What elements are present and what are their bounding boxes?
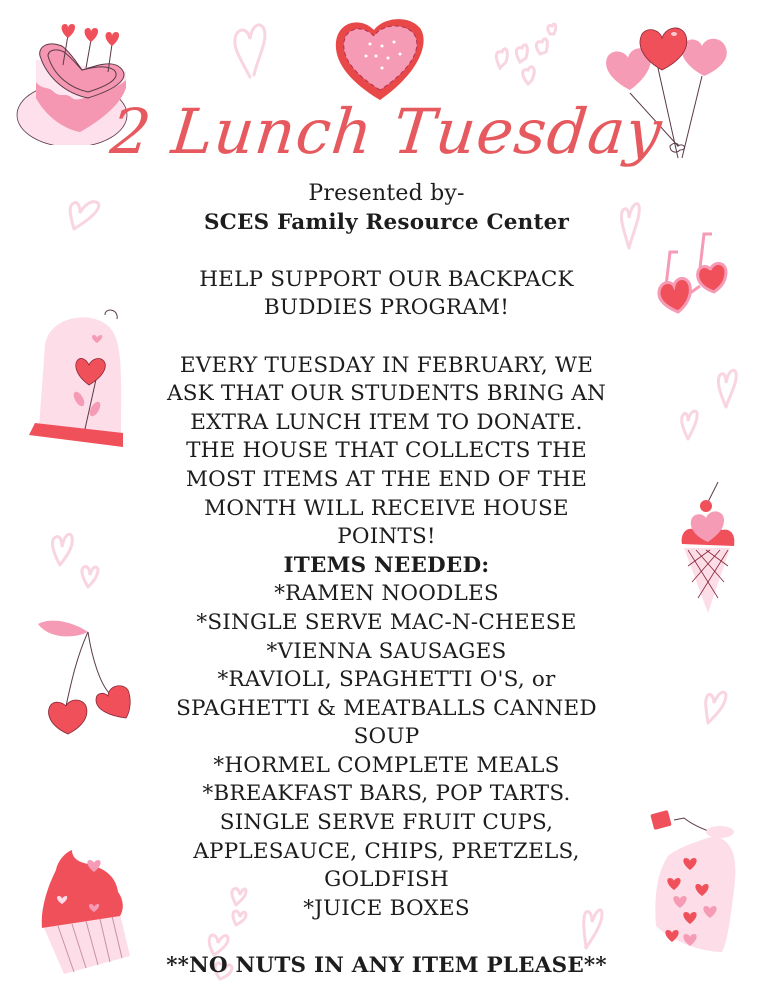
outline-heart-icon xyxy=(46,525,106,591)
spacer xyxy=(140,923,633,952)
list-item: APPLESAUCE, CHIPS, PRETZELS, xyxy=(193,838,580,864)
outline-heart-icon xyxy=(66,185,104,231)
organizer-name: SCES Family Resource Center xyxy=(203,209,570,235)
description-line: MOST ITEMS AT THE END OF THE xyxy=(185,466,588,492)
heart-icecream-icon xyxy=(678,478,738,613)
no-nuts-warning: **NO NUTS IN ANY ITEM PLEASE** xyxy=(166,953,607,979)
description-line: EXTRA LUNCH ITEM TO DONATE. xyxy=(190,409,583,435)
list-item: *VIENNA SAUSAGES xyxy=(266,638,507,664)
description-line: POINTS! xyxy=(337,524,436,550)
outline-heart-icon xyxy=(678,405,700,441)
spacer xyxy=(140,237,633,266)
heart-rose-dome-icon xyxy=(25,305,125,455)
outline-heart-icon xyxy=(228,15,272,83)
heart-jar-icon xyxy=(650,800,740,965)
flyer-body xyxy=(140,180,633,981)
list-item: *BREAKFAST BARS, POP TARTS. xyxy=(202,781,571,807)
heart-glasses-icon xyxy=(652,230,732,320)
description-line: THE HOUSE THAT COLLECTS THE xyxy=(186,438,587,464)
list-item: *HORMEL COMPLETE MEALS xyxy=(213,752,560,778)
description-line: MONTH WILL RECEIVE HOUSE xyxy=(204,495,569,521)
list-item: SINGLE SERVE FRUIT CUPS, xyxy=(219,810,554,836)
list-item: *RAVIOLI, SPAGHETTI O'S, or xyxy=(217,667,556,693)
spacer xyxy=(140,323,633,352)
items-heading: ITEMS NEEDED: xyxy=(283,552,490,578)
outline-heart-icon xyxy=(490,12,570,92)
outline-heart-icon xyxy=(700,685,730,725)
outline-heart-icon xyxy=(714,365,740,409)
presented-by-text: Presented by- xyxy=(308,181,465,206)
list-item: GOLDFISH xyxy=(324,867,449,893)
intro-line: BUDDIES PROGRAM! xyxy=(263,295,510,321)
intro-line: HELP SUPPORT OUR BACKPACK xyxy=(199,266,574,292)
list-item: *SINGLE SERVE MAC-N-CHEESE xyxy=(196,609,577,635)
heart-cherries-icon xyxy=(36,618,136,736)
list-item: SOUP xyxy=(353,724,420,750)
description-line: EVERY TUESDAY IN FEBRUARY, WE xyxy=(179,352,594,378)
list-item: *JUICE BOXES xyxy=(303,895,470,921)
heart-pillow-icon xyxy=(330,12,430,102)
list-item: SPAGHETTI & MEATBALLS CANNED xyxy=(176,695,597,721)
page-title: 2 Lunch Tuesday xyxy=(107,95,666,168)
heart-cupcake-icon xyxy=(38,846,134,976)
list-item: *RAMEN NOODLES xyxy=(274,581,499,607)
description-line: ASK THAT OUR STUDENTS BRING AN xyxy=(166,381,606,407)
